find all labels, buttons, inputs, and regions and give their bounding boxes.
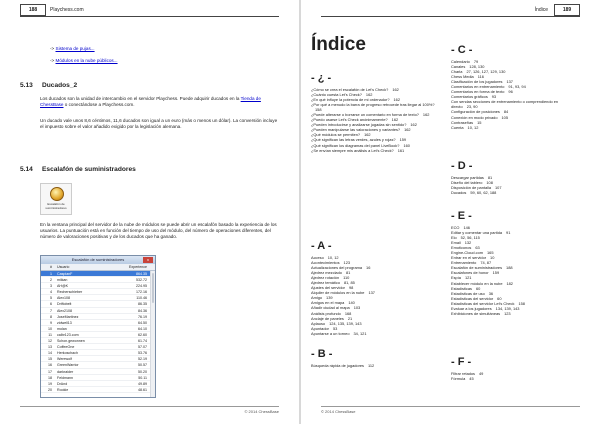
index-entry-pages: 132 [464,240,472,246]
index-entry-term: Anclaje de paneles [311,315,344,321]
index-entries [451,175,579,195]
index-entry-term: Escalafones de honor [451,270,489,276]
index-entry-pages: 162 [404,127,411,133]
index-entry-pages: 159 [492,270,500,276]
index-entry-pages: 81 [345,270,351,276]
index-entry-pages: 45 [469,376,474,382]
row-experience: 76.19 [138,314,147,319]
index-entry-term: Entrenamiento [451,260,477,266]
row-experience: 86.35 [138,302,147,307]
section-number: 5.14 [20,166,33,173]
row-rank: 14 [48,351,52,356]
index-entry-pages: 59, 60, 62, 188 [470,190,497,196]
link-tienda-chessbase[interactable]: Tienda de ChessBase [40,96,261,108]
index-entry-term: ¿Por qué a menudo la barra de progreso retrocede tras llegar al 100%? [311,102,435,108]
row-user: calbr123.com [57,332,79,337]
row-experience: 172.16 [136,290,147,295]
index-entry-pages: 123 [504,310,511,316]
row-experience: 57.07 [138,345,147,350]
index-entry-pages: 10 [490,255,495,261]
index-entry[interactable] [311,148,439,153]
index-entry-term: ¿En qué influye la potencia de mi ordenador? [311,97,390,103]
index-entry-term: Acontecimientos [311,260,340,266]
index-entry-pages: 52, 56, 115 [460,235,480,241]
row-rank: 10 [48,326,52,331]
row-experience: 52.19 [138,357,147,362]
row-experience: 62.60 [138,332,147,337]
index-entry-pages: 140 [348,300,355,306]
index-entry-term: Canales [451,64,466,70]
index-entry-pages: 182 [506,280,513,286]
index-entry-pages: 107 [495,185,502,191]
close-button[interactable]: x [143,257,153,263]
row-experience: 64.50 [138,320,147,325]
left-page [0,0,299,424]
index-entry-term: ¿Pueden manipularse las valoraciones y variantes? [311,127,401,133]
index-entry[interactable] [311,102,439,112]
row-rank: 12 [48,339,52,344]
index-entry-term: Estadísticas de uso [451,290,485,296]
index-entry-pages: 63 [475,245,480,251]
right-page-footer: © 2014 ChessBase [321,406,580,414]
row-experience: 53.76 [138,351,147,356]
paragraph-text: Los ducados son la unidad de intercambio en el servidor Playchess. Puede adquirir ducados en la [40,96,241,101]
vertical-scrollbar[interactable] [150,271,155,397]
index-entry-pages: 158 [315,107,322,113]
index-entry-term: Estadísticas [451,285,472,291]
index-entry-term: Actualizaciones del programa [311,265,363,271]
row-experience: 532.72 [136,278,147,283]
section-number: 5.13 [20,82,33,89]
section-title: Ducados_2 [42,82,78,89]
index-entry-pages: 93 [491,94,497,100]
index-entry-pages: 123 [343,260,351,266]
index-entries [451,371,579,381]
index-entry-term: ¿Pueden introducirse y analizarse jugadas sin sentido? [311,122,407,128]
index-entry-pages: 53 [332,325,338,331]
index-entry-term: ¿Cómo se crea el escalafón de Let's Check? [311,87,389,92]
row-experience: 61.74 [138,339,147,344]
index-entry-term: Establecer módulo en la nube [451,280,503,286]
index-entry-term: Estadísticas del servidor [451,295,494,301]
index-entry-pages: 124, 135, 139, 143 [329,320,362,326]
index-entry-term: Exhibiciones de simultáneas [451,310,501,316]
row-experience: 224.95 [136,284,147,289]
link-sistema-pujas[interactable]: Sistema de pujas... [55,46,95,51]
index-entry-term: Evaluar a los jugadores [451,305,492,311]
index-entry-pages: 128, 130 [469,64,485,70]
row-rank: 16 [48,363,52,368]
index-entry-pages: 98 [348,285,354,291]
index-entry-term: Chess Media [451,74,474,80]
index-entry[interactable] [451,376,579,381]
index-letter-heading: - B - [311,348,333,360]
right-page-header-title: Índice [534,7,548,13]
row-user: Herkoschach [57,351,78,356]
index-entry-pages: 84 [503,109,509,115]
index-entry-pages: 139 [326,295,333,301]
row-experience: 49.89 [138,381,147,386]
index-letter-heading: - E - [451,210,472,222]
index-entry-pages: 162 [365,92,373,98]
row-rank: 2 [50,278,52,283]
row-rank: 4 [50,290,52,295]
index-entry-pages: 116 [477,74,484,80]
index-entry-term: ¿Qué significan los diagramas del panel LiveBook? [311,142,400,148]
index-entry-term: ¿Qué significan las letras verdes, azules y rojas? [311,137,396,143]
index-entry-pages: 159 [399,137,407,143]
medal-icon [50,187,64,201]
icon-caption: Escalafón de suministradores [45,202,67,210]
row-experience: 48.61 [138,387,147,392]
index-entry-term: Ajedrez mezclado [311,270,342,276]
row-rank: 15 [48,357,52,362]
index-entry-term: Elo [451,235,457,241]
index-entry-pages: 21 [347,315,353,321]
right-page-header [321,4,580,17]
index-entry-pages: 91 [506,230,511,236]
row-rank: 19 [48,381,52,386]
row-experience: 110.46 [136,296,147,301]
left-page-header [20,4,279,17]
index-entry-term: Conexión en modo privado [451,114,498,120]
row-user: Schon.gewonnen [57,339,85,344]
index-entry-term: Descargar partidas [451,175,484,180]
escalafon-toolbar-button [40,183,72,215]
index-entries [311,363,439,368]
index-entry-term: ¿Se envían siempre mis análisis a Let's Check? [311,147,394,153]
index-entry-term: ECO [451,225,460,230]
escalafon-window [40,255,156,398]
index-entry[interactable] [451,99,579,109]
index-entry-term: Escalafón de suministradores [451,265,503,271]
row-user: Alex108 [57,296,70,301]
index-entry-term: Comentarios en entrenamiento [451,84,505,90]
index-entry-term: Espía [451,275,461,281]
section-heading-escalafon [20,166,136,173]
row-rank: 7 [50,308,52,313]
left-page-footer: © 2014 ChessBase [20,406,279,414]
index-entry-pages: 162 [393,97,401,103]
index-entry-pages: 96 [508,89,513,95]
index-entry-pages: 158 [518,300,525,306]
row-experience: 50.11 [138,375,147,380]
row-rank: 9 [50,320,52,325]
index-entry-pages: 10, 12 [467,124,479,130]
index-entry-term: Ajustes del servidor [311,285,345,291]
index-entry-term: Estadísticas del servidor Let's Check [451,300,515,306]
left-page-header-title: Playchess.com [50,7,84,13]
index-entry-term: Comentarios gráficos [451,94,488,100]
index-letter-heading: - ¿ - [311,72,332,84]
index-entry-pages: 162 [364,132,371,138]
row-user: GreenWarrior [57,363,79,368]
index-entry-term: Editar y comentar una partida [451,230,503,236]
index-entry-term: Cuenta [451,124,464,130]
left-page-number: 188 [20,4,46,16]
index-entry-pages: 162 [392,87,399,92]
row-rank: 5 [50,296,52,301]
index-entries [311,87,439,153]
grid-header [41,264,155,271]
index-entry[interactable] [451,311,579,316]
index-entry-pages: 168 [344,310,352,316]
index-entry-term: Añadir ciudad al mapa [311,305,350,311]
row-rank: 1 [50,272,52,276]
ducados-paragraph-1 [40,96,280,108]
table-row[interactable] [41,387,155,393]
column-header-number[interactable]: # [50,265,52,269]
row-rank: 8 [50,314,52,319]
index-entry-term: Amigos en el mapa [311,300,345,306]
row-user: CaspianF [57,272,73,276]
column-header-user[interactable]: Usuario [57,265,70,269]
row-user: molan [57,326,67,331]
index-letter-heading: - F - [451,356,472,368]
index-entry-pages: 162 [410,122,417,128]
row-user: AH@K [57,284,69,289]
section-heading-ducados [20,82,77,89]
index-entry-pages: 60 [497,295,502,301]
index-entry-term: Aplauso [311,320,326,326]
row-experience: 64.10 [138,326,147,331]
row-rank: 17 [48,369,52,374]
index-entry-pages: 81 [487,175,493,180]
index-entry-term: ¿Qué módulos se permiten? [311,132,361,138]
index-entry-term: Clasificación de los jugadores [451,79,503,85]
section-title: Escalafón de suministradores [42,166,136,173]
row-user: darkraider [57,369,74,374]
index-entry-term: Fórmula [451,376,466,382]
index-entry-term: Calendario [451,59,470,64]
scrollbar-thumb[interactable] [152,273,154,303]
row-rank: 11 [48,332,52,337]
index-letter-heading: - D - [451,160,473,172]
row-experience: 84.36 [138,308,147,313]
index-entry-term: Ajedrez rotación [311,275,340,281]
index-entry-pages: 112 [368,363,375,368]
index-entry-term: Email [451,240,461,246]
paragraph-text: o conectándose a Playchess.com. [63,102,135,108]
index-entry-term: Ajedrez temático [311,280,340,286]
row-rank: 18 [48,375,52,380]
index-entry-term: Contraseñas [451,119,474,125]
index-entry-pages: 137 [506,79,513,85]
row-experience: 864.35 [136,272,147,276]
index-entry-pages: 165 [487,250,494,256]
index-entry[interactable] [311,331,439,336]
index-entry-term: Charla [451,69,463,75]
index-entry-term: Ducados [451,190,467,196]
index-entry-term: Disposición de pantalla [451,185,492,191]
index-entry-pages: 188 [506,265,513,271]
index-entry-term: Apuntador [311,325,329,331]
index-entry-pages: 121 [464,275,472,281]
index-title: Índice [311,34,366,55]
index-entry-pages: 160 [403,142,410,148]
row-user: Feldmann [57,375,73,380]
index-entry-pages: 79 [473,59,479,64]
index-entry-pages: 162 [391,117,399,123]
row-user: Rookie [57,387,69,392]
index-entry-pages: 81, 85 [343,280,355,286]
index-entry-pages: 74, 87 [480,260,492,266]
ducados-paragraph-2: Un ducado vale unos 8,6 céntimos, 11,6 ducados son igual a un euro (más o menos un dólar). La conversión incluye el impuesto sobre el valor añadido exigido por la legislación alemana. [40,118,278,130]
row-user: Werewolf [57,357,72,362]
index-entry-term: Engine-Cloud.com [451,250,484,256]
index-entry-term: Emoticonos [451,245,472,251]
row-experience: 50.20 [138,369,147,374]
index-entries [451,225,579,316]
row-user: zidwell13 [57,320,72,325]
window-titlebar [41,256,155,264]
row-user: Recherschieber [57,290,83,295]
index-entry-pages: 16 [366,265,371,271]
index-entry-term: Configuración de posiciones [451,109,500,115]
grid-body [41,271,155,393]
index-entry[interactable] [451,125,579,130]
escalafon-paragraph: En la ventana principal del servidor de la nube de módulos se puede abrir un escalafón basado la experiencia de los usuarios. La puntuación está en función del tiempo de uso del módulo, del número de operaciones diferentes, del número de valoraciones positivas y de los ducados que ha ganado. [40,222,277,240]
right-page-number: 189 [554,4,580,16]
row-rank: 6 [50,302,52,307]
index-entry-term: Alquiler de módulos en la nube [311,290,365,296]
index-entry[interactable] [311,363,439,368]
index-entry-pages: 105 [501,114,509,120]
link-item: -> Sistema de pujas... [50,46,95,51]
index-entry-pages: 162 [422,112,430,118]
index-entry-pages: 161 [397,147,405,153]
index-entries [311,255,439,336]
index-entry-term: Análisis profundo [311,310,341,316]
index-entry-term: Apuntarse a un torneo [311,330,350,336]
index-entry-pages: 108 [486,180,493,186]
column-header-experience[interactable]: Experience [129,265,147,269]
index-entry-pages: 146 [463,225,470,230]
index-entry-pages: 110 [343,275,350,281]
index-entry-term: Amigo [311,295,323,301]
row-rank: 3 [50,284,52,289]
index-entry-pages: 134, 139, 143 [495,305,520,311]
index-entry-pages: 36 [488,290,494,296]
right-page [301,0,600,424]
row-user: CoffeeOne [57,345,75,350]
row-user: JoseMartinez [57,314,79,319]
index-entry-term: ¿Puedo usarse Let's Check anónimamente? [311,117,388,123]
index-entry-term: Búsqueda rápida de jugadores [311,363,364,368]
index-entry-pages: 34, 121 [353,330,367,336]
index-entry-term: Diseño del tablero [451,180,483,186]
index-entry-pages: 27, 126, 127, 129, 130 [466,69,506,75]
index-entry-pages: 23, 90 [466,104,478,110]
row-user: Driftobelt [57,302,72,307]
index-entry-pages: 15 [477,119,482,125]
index-entry-pages: 103 [353,305,361,311]
index-entry-term: ¿Puede alterarse o borrarse un comentario en forma de texto? [311,112,419,118]
index-entry-term: Acceso [311,255,324,260]
index-entry-term: Comentarios en forma de texto [451,89,505,95]
index-entry-pages: 10, 12 [327,255,339,260]
row-rank: 20 [48,387,52,392]
link-item: -> Módulos en la nube públicos... [50,58,118,63]
index-entry-term: ¿Cuánto cuesta Let's Check? [311,92,362,98]
link-modulos-nube[interactable]: Módulos en la nube públicos... [55,58,118,63]
index-entry-term: Filtrar retados [451,371,475,376]
row-user: DrAnd [57,381,68,386]
row-experience: 50.57 [138,363,147,368]
index-entries [451,59,579,130]
row-user: Alex2108 [57,308,72,313]
index-entry-pages: 49 [479,371,484,376]
index-entry[interactable] [451,190,579,195]
window-title: Escalafón de suministradores [71,257,125,262]
index-entry-pages: 137 [368,290,375,296]
index-entry-term: Entrar en el servidor [451,255,487,261]
index-letter-heading: - A - [311,240,332,252]
index-entry-pages: 60 [475,285,481,291]
row-rank: 13 [48,345,52,350]
index-letter-heading: - C - [451,44,473,56]
index-entry-pages: 91, 93, 94 [508,84,526,90]
index-entry-term: Con sendas secciones de entrenamiento o comprendiendo en directo [451,99,559,110]
row-user: miikan [57,278,68,283]
